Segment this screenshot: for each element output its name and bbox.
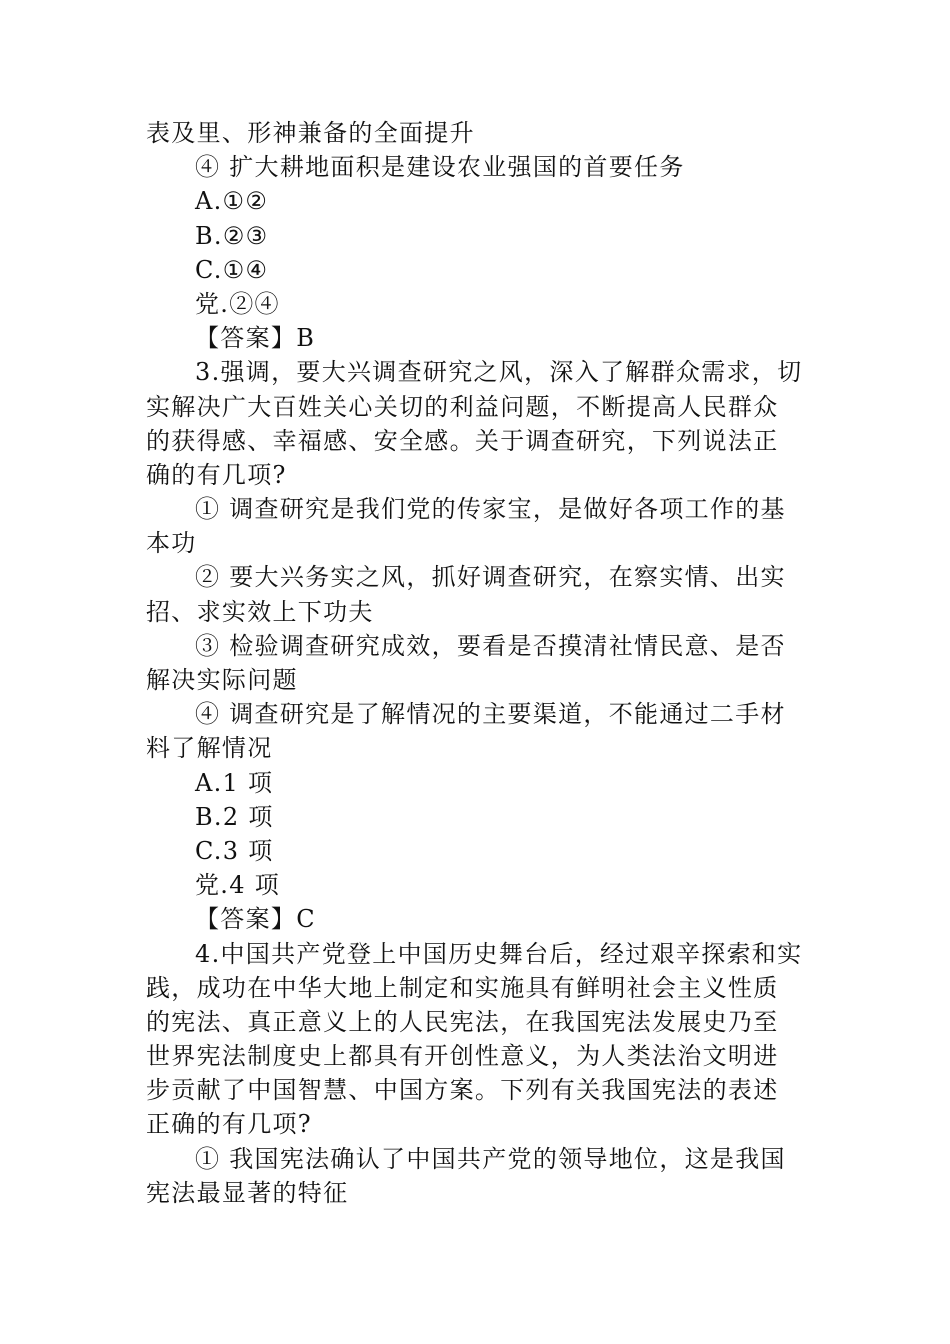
text-line: 党.4 项 (195, 871, 281, 900)
text-line: B.②③ (195, 221, 269, 250)
text-line: 践，成功在中华大地上制定和实施具有鲜明社会主义性质 (146, 973, 779, 1002)
text-line: 表及里、形神兼备的全面提升 (146, 119, 475, 147)
text-line: ④ 调查研究是了解情况的主要渠道，不能通过二手材 (195, 700, 786, 729)
text-line: 4.中国共产党登上中国历史舞台后，经过艰辛探索和实 (195, 939, 803, 968)
text-line: C.3 项 (195, 836, 274, 865)
text-line: 确的有几项? (146, 460, 287, 489)
text-line: 步贡献了中国智慧、中国方案。下列有关我国宪法的表述 (146, 1076, 779, 1105)
text-line: 实解决广大百姓关心关切的利益问题，不断提高人民群众 (146, 392, 779, 421)
text-line: ④ 扩大耕地面积是建设农业强国的首要任务 (195, 153, 685, 182)
text-line: 招、求实效上下功夫 (146, 597, 374, 626)
text-line: 正确的有几项? (146, 1110, 312, 1139)
document-body (146, 116, 806, 1210)
text-line: ③ 检验调查研究成效，要看是否摸清社情民意、是否 (195, 631, 786, 660)
text-line: B.2 项 (195, 802, 274, 831)
text-line: ① 调查研究是我们党的传家宝，是做好各项工作的基 (195, 495, 786, 524)
text-line: 解决实际问题 (146, 666, 298, 694)
text-line: 的获得感、幸福感、安全感。关于调查研究，下列说法正 (146, 426, 779, 455)
text-line: 本功 (146, 529, 197, 558)
text-line: ① 我国宪法确认了中国共产党的领导地位，这是我国 (195, 1144, 786, 1173)
text-line: 的宪法、真正意义上的人民宪法，在我国宪法发展史乃至 (146, 1007, 779, 1036)
text-line: 党.②④ (195, 289, 280, 318)
text-line: 宪法最显著的特征 (146, 1178, 349, 1207)
text-line: 【答案】B (195, 324, 316, 353)
text-line: 料了解情况 (146, 734, 273, 763)
text-line: ② 要大兴务实之风，抓好调查研究，在察实情、出实 (195, 563, 786, 592)
text-line: 3.强调，要大兴调查研究之风，深入了解群众需求，切 (195, 358, 803, 387)
text-line: A.1 项 (195, 768, 274, 797)
text-line: C.①④ (195, 255, 269, 284)
text-line: 世界宪法制度史上都具有开创性意义，为人类法治文明进 (146, 1042, 779, 1071)
text-line: A.①② (195, 187, 269, 216)
text-line: 【答案】C (195, 905, 316, 934)
